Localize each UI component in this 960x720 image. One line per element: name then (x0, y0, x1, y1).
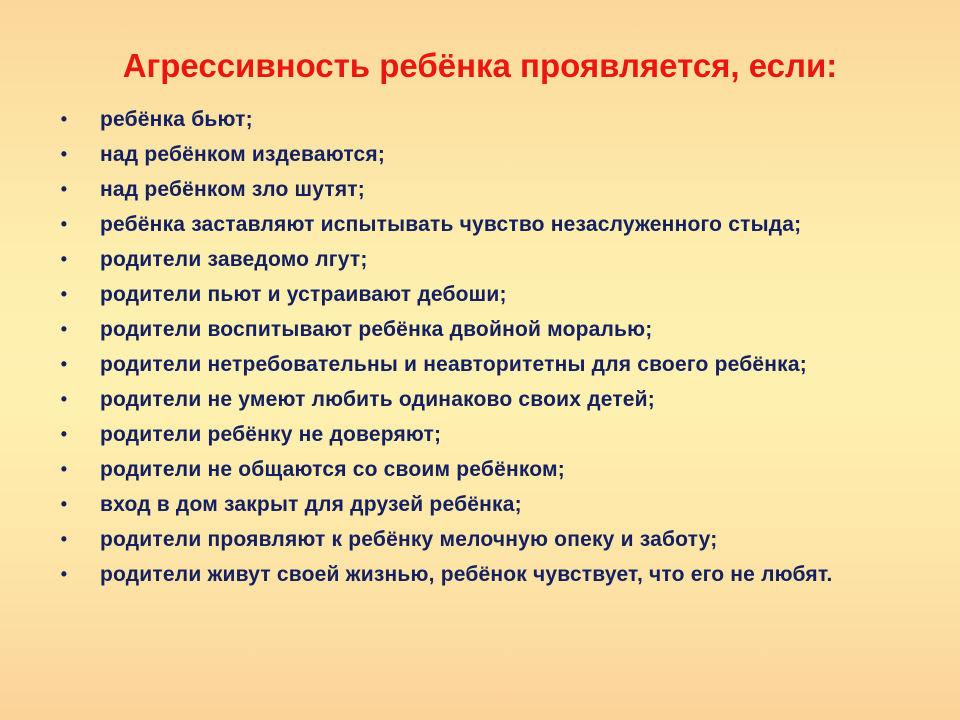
list-item (54, 386, 934, 413)
bullet-icon: • (60, 144, 68, 164)
list-item-text: над ребёнком издеваются; (100, 143, 386, 166)
list-item (54, 106, 934, 133)
bullet-icon: • (60, 424, 68, 444)
list-item-text: родители не умеют любить одинаково своих детей; (100, 388, 655, 411)
list-item (54, 456, 934, 483)
bullet-list (54, 106, 934, 596)
list-item-text: ребёнка бьют; (100, 108, 253, 131)
list-item (54, 176, 934, 203)
bullet-icon: • (60, 284, 68, 304)
bullet-icon: • (60, 354, 68, 374)
bullet-icon: • (60, 494, 68, 514)
list-item (54, 211, 934, 238)
bullet-icon: • (60, 529, 68, 549)
bullet-icon: • (60, 249, 68, 269)
bullet-icon: • (60, 319, 68, 339)
bullet-icon: • (60, 459, 68, 479)
list-item-text: родители проявляют к ребёнку мелочную опеку и заботу; (100, 528, 718, 551)
list-item (54, 491, 934, 518)
list-item (54, 141, 934, 168)
list-item-text: вход в дом закрыт для друзей ребёнка; (100, 493, 522, 516)
list-item (54, 246, 934, 273)
list-item-text: родители ребёнку не доверяют; (100, 423, 442, 446)
bullet-icon: • (60, 179, 68, 199)
list-item (54, 281, 934, 308)
list-item (54, 316, 934, 343)
bullet-icon: • (60, 564, 68, 584)
list-item-text: ребёнка заставляют испытывать чувство незаслуженного стыда; (100, 213, 802, 236)
slide-title: Агрессивность ребёнка проявляется, если: (122, 47, 838, 84)
bullet-icon: • (60, 214, 68, 234)
list-item (54, 526, 934, 553)
list-item (54, 421, 934, 448)
list-item-text: родители нетребовательны и неавторитетны для своего ребёнка; (100, 353, 807, 376)
list-item (54, 351, 934, 378)
list-item-text: родители пьют и устраивают дебоши; (100, 283, 507, 306)
list-item-text: родители не общаются со своим ребёнком; (100, 458, 565, 481)
list-item (54, 561, 934, 588)
bullet-icon: • (60, 109, 68, 129)
list-item-text: родители воспитывают ребёнка двойной моралью; (100, 318, 653, 341)
bullet-icon: • (60, 389, 68, 409)
list-item-text: родители живут своей жизнью, ребёнок чувствует, что его не любят. (100, 563, 833, 586)
list-item-text: над ребёнком зло шутят; (100, 178, 365, 201)
list-item-text: родители заведомо лгут; (100, 248, 368, 271)
